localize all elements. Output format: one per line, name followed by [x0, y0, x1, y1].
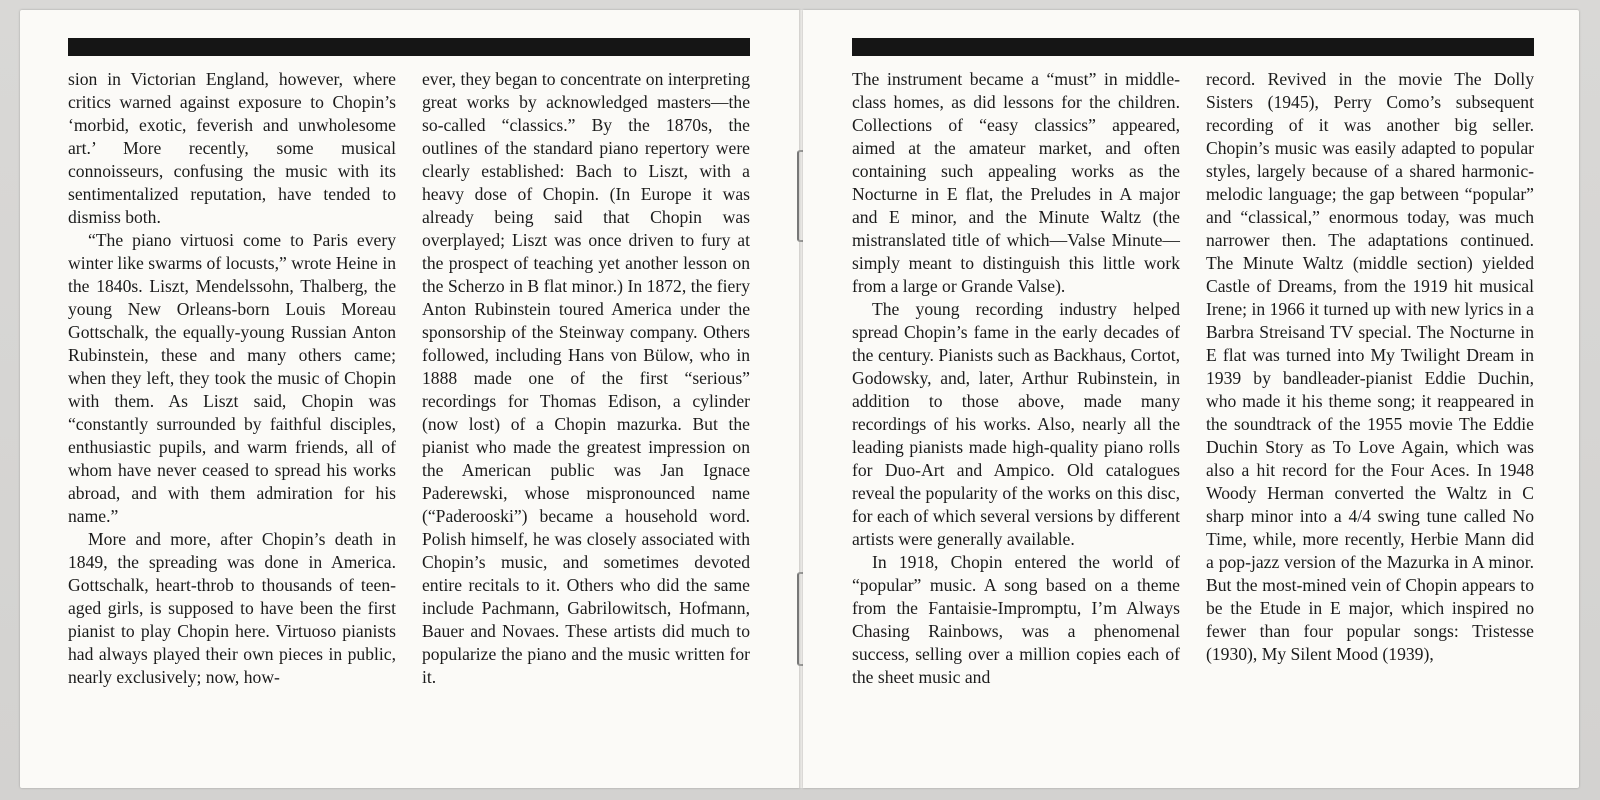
left-page — [20, 10, 800, 788]
paragraph: More and more, after Chopin’s death in 1849, the spreading was done in America. Gottschalk, heart-throb to thousands of teen-aged girls, is supposed to have been the first pianist to play Chopin here. Virtuoso pianists had always played their own pieces in public, nearly exclusively; now, how- — [68, 529, 396, 687]
paragraph: “The piano virtuosi come to Paris every winter like swarms of locusts,” wrote Heine in the 1840s. Liszt, Mendelssohn, Thalberg, the young New Orleans-born Louis Moreau Gottschalk, the equally-young Russian Anton Rubinstein, these and many others came; when they left, they took the music of Chopin with them. As Liszt said, Chopin was “constantly surrounded by faithful disciples, enthusiastic pupils, and warm friends, all of whom have never ceased to spread his works abroad, and with them admiration for his name.” — [68, 230, 396, 526]
header-bar — [852, 38, 1534, 56]
right-page-column-1 — [852, 68, 1180, 689]
paragraph: record. Revived in the movie The Dolly Sisters (1945), Perry Como’s subsequent recording of it was another big seller. Chopin’s music was easily adapted to popular styles, largely because of a shared harmonic-melodic language; the gap between “popular” and “classical,” enormous today, was much narrower then. The adaptations continued. The Minute Waltz (middle section) yielded Castle of Dreams, from the 1919 hit musical Irene; in 1966 it turned up with new lyrics in a Barbra Streisand TV special. The Nocturne in E flat was turned into My Twilight Dream in 1939 by bandleader-pianist Eddie Duchin, who made it his theme song; it reappeared in the soundtrack of the 1955 movie The Eddie Duchin Story as To Love Again, which was also a hit record for the Four Aces. In 1948 Woody Herman converted the Waltz in C sharp minor into a 4/4 swing tune called No Time, while, more recently, Herbie Mann did a pop-jazz version of the Mazurka in A minor. But the most-mined vein of Chopin appears to be the Etude in E major, which inspired no fewer than four popular songs: Tristesse (1930), My Silent Mood (1939), — [1206, 69, 1534, 664]
paragraph: In 1918, Chopin entered the world of “popular” music. A song based on a theme from the Fantaisie-Impromptu, I’m Always Chasing Rainbows, was a phenomenal success, selling over a million copies each of the sheet music and — [852, 552, 1180, 687]
left-page-column-1 — [68, 68, 396, 689]
paragraph: The instrument became a “must” in middle-class homes, as did lessons for the children. Collections of “easy classics” appeared, aimed at the amateur market, and often containing such appealing works as the Nocturne in E flat, the Preludes in A major and E minor, and the Minute Waltz (the mistranslated title of which—Valse Minute—simply meant to distinguish this little work from a large or Grande Valse). — [852, 69, 1180, 296]
paragraph: sion in Victorian England, however, where critics warned against exposure to Chopin’s ‘morbid, exotic, feverish and unwholesome art.’ More recently, some musical connoisseurs, confusing the music with its sentimentalized reputation, have tended to dismiss both. — [68, 69, 396, 227]
paragraph: The young recording industry helped spread Chopin’s fame in the early decades of the century. Pianists such as Backhaus, Cortot, Godowsky, and, later, Arthur Rubinstein, in addition to those above, made many recordings of his works. Also, nearly all the leading pianists made high-quality piano rolls for Duo-Art and Ampico. Old catalogues reveal the popularity of the works on this disc, for each of which several versions by different artists were generally available. — [852, 299, 1180, 549]
header-bar — [68, 38, 750, 56]
right-page-column-2 — [1206, 68, 1534, 666]
right-page — [803, 10, 1579, 788]
left-page-column-2 — [422, 68, 750, 689]
paragraph: ever, they began to concentrate on interpreting great works by acknowledged masters—the so-called “classics.” By the 1870s, the outlines of the standard piano repertory were clearly established: Bach to Liszt, with a heavy dose of Chopin. (In Europe it was already being said that Chopin was overplayed; Liszt was once driven to fury at the prospect of teaching yet another lesson on the Scherzo in B flat minor.) In 1872, the fiery Anton Rubinstein toured America under the sponsorship of the Steinway company. Others followed, including Hans von Bülow, who in 1888 made one of the first “serious” recordings for Thomas Edison, a cylinder (now lost) of a Chopin mazurka. But the pianist who made the greatest impression on the American public was Jan Ignace Paderewski, whose mispronounced name (“Paderooski”) became a household word. Polish himself, he was closely associated with Chopin’s music, and sometimes devoted entire recitals to it. Others who did the same include Pachmann, Gabrilowitsch, Hofmann, Bauer and Novaes. These artists did much to popularize the piano and the music written for it. — [422, 69, 750, 687]
